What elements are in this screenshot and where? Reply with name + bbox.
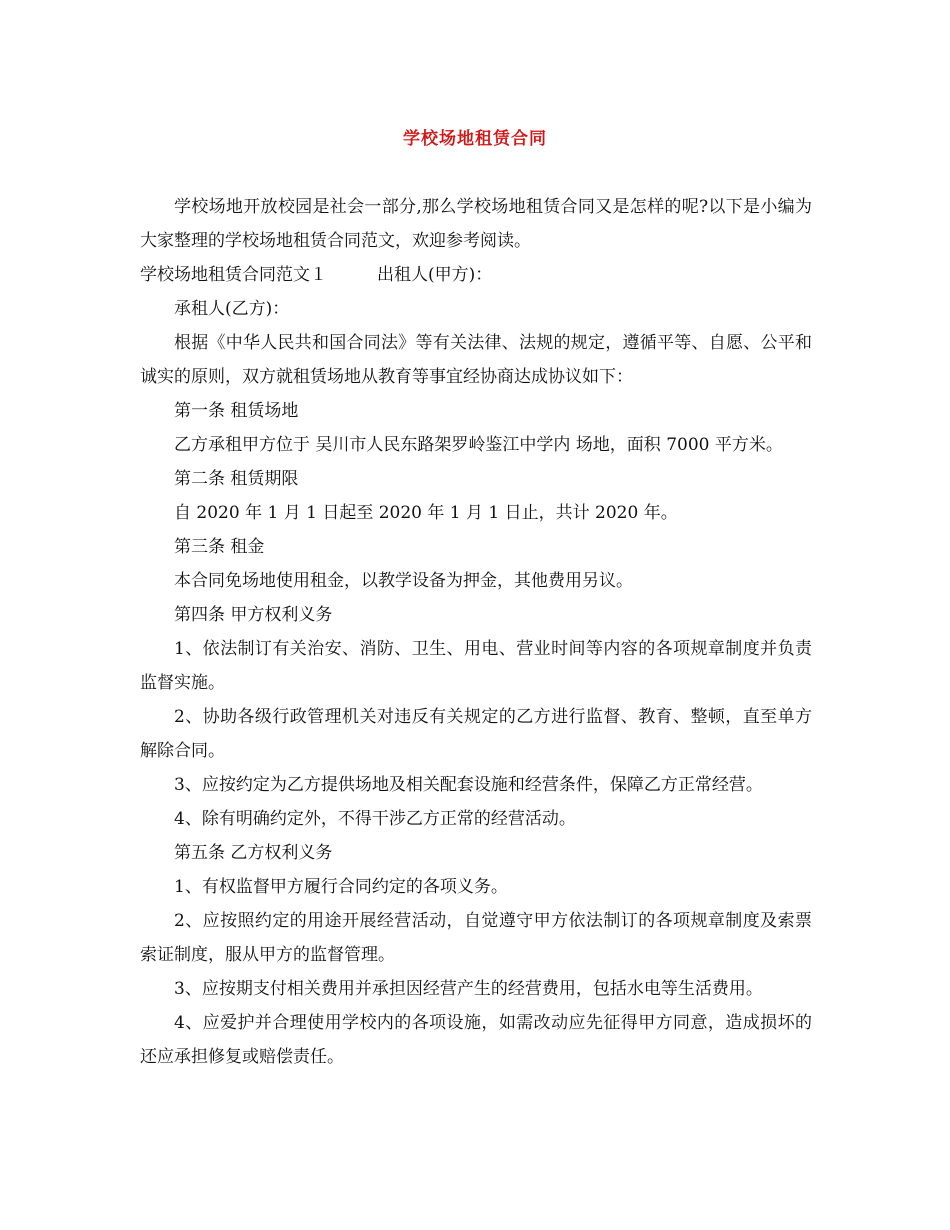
lessee-label: 承租人(乙方)： <box>174 299 290 319</box>
article-4-item: 1、依法制订有关治安、消防、卫生、用电、营业时间等内容的各项规章制度并负责监督实施。 <box>140 639 812 693</box>
article-4-item: 3、应按约定为乙方提供场地及相关配套设施和经营条件，保障乙方正常经营。 <box>174 775 763 795</box>
intro-paragraph: 学校场地开放校园是社会一部分,那么学校场地租赁合同又是怎样的呢?以下是小编为大家整理的学校场地租赁合同范文，欢迎参考阅读。 <box>140 197 812 251</box>
sample-heading: 学校场地租赁合同范文１ <box>140 265 327 285</box>
article-5-item: 3、应按期支付相关费用并承担因经营产生的经营费用，包括水电等生活费用。 <box>174 979 763 999</box>
article-3-text: 本合同免场地使用租金，以教学设备为押金，其他费用另议。 <box>174 571 633 591</box>
article-5-item: 1、有权监督甲方履行合同约定的各项义务。 <box>174 877 508 897</box>
article-2-text: 自 2020 年 1 月 1 日起至 2020 年 1 月 1 日止，共计 2020 年。 <box>174 503 678 523</box>
document-title: 学校场地租赁合同 <box>403 129 547 149</box>
article-5-item: 2、应按照约定的用途开展经营活动，自觉遵守甲方依法制订的各项规章制度及索票索证制度，服从甲方的监督管理。 <box>140 911 812 965</box>
preamble-paragraph: 根据《中华人民共和国合同法》等有关法律、法规的规定，遵循平等、自愿、公平和诚实的原则，双方就租赁场地从教育等事宜经协商达成协议如下： <box>140 333 812 387</box>
article-5-item: 4、应爱护并合理使用学校内的各项设施，如需改动应先征得甲方同意，造成损坏的还应承担修复或赔偿责任。 <box>140 1013 812 1067</box>
article-2-heading: 第二条 租赁期限 <box>174 469 299 489</box>
article-5-heading: 第五条 乙方权利义务 <box>174 843 333 863</box>
article-4-item: 2、协助各级行政管理机关对违反有关规定的乙方进行监督、教育、整顿，直至单方解除合同。 <box>140 707 812 761</box>
article-1-heading: 第一条 租赁场地 <box>174 401 299 421</box>
sample-heading-line <box>140 258 812 292</box>
document-body <box>140 190 812 1074</box>
article-4-item: 4、除有明确约定外，不得干涉乙方正常的经营活动。 <box>174 809 576 829</box>
article-3-heading: 第三条 租金 <box>174 537 265 557</box>
article-4-heading: 第四条 甲方权利义务 <box>174 605 333 625</box>
article-1-text: 乙方承租甲方位于 吴川市人民东路架罗岭鉴江中学内 场地，面积 7000 平方米。 <box>174 435 783 455</box>
lessor-label: 出租人(甲方)： <box>377 265 493 285</box>
